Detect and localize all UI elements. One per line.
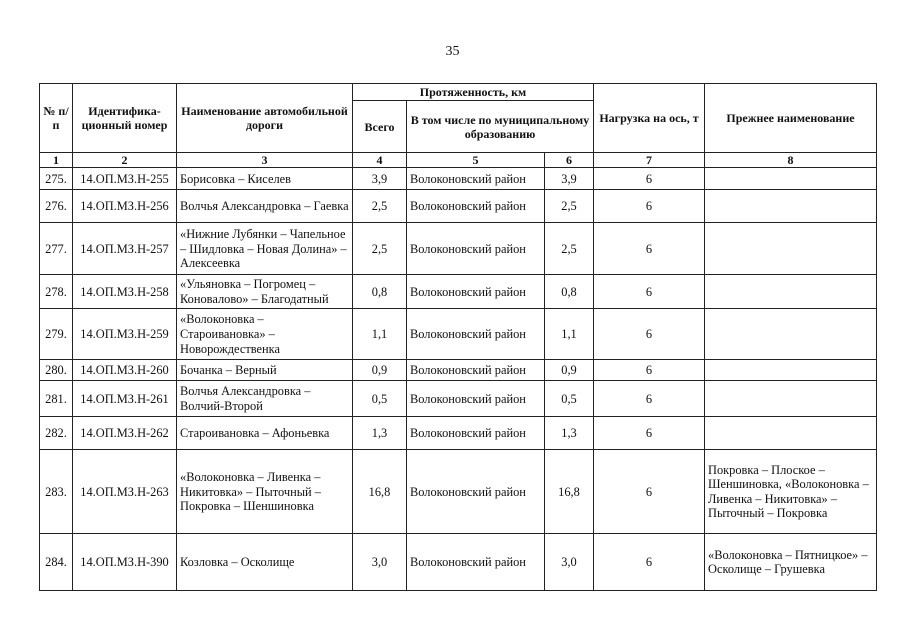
length-total: 16,8 xyxy=(353,450,407,534)
road-id: 14.ОП.МЗ.Н-260 xyxy=(73,360,177,381)
axle-load: 6 xyxy=(594,450,705,534)
length-total: 2,5 xyxy=(353,223,407,275)
district-name: Волоконовский район xyxy=(407,417,545,450)
previous-name: «Волоконовка – Пятницкое» – Осколище – Грушевка xyxy=(705,534,877,591)
district-name: Волоконовский район xyxy=(407,190,545,223)
axle-load: 6 xyxy=(594,309,705,360)
previous-name xyxy=(705,417,877,450)
row-number: 283. xyxy=(40,450,73,534)
district-length: 1,1 xyxy=(545,309,594,360)
table-row xyxy=(40,190,877,223)
district-name: Волоконовский район xyxy=(407,168,545,190)
previous-name xyxy=(705,190,877,223)
table-row xyxy=(40,275,877,309)
column-number-row xyxy=(40,153,877,168)
road-name: Козловка – Осколище xyxy=(177,534,353,591)
row-number: 279. xyxy=(40,309,73,360)
road-id: 14.ОП.МЗ.Н-255 xyxy=(73,168,177,190)
district-length: 3,9 xyxy=(545,168,594,190)
previous-name xyxy=(705,309,877,360)
district-name: Волоконовский район xyxy=(407,360,545,381)
table-row xyxy=(40,223,877,275)
district-name: Волоконовский район xyxy=(407,275,545,309)
district-length: 2,5 xyxy=(545,223,594,275)
header-name: Наименование автомобильной дороги xyxy=(177,84,353,153)
road-id: 14.ОП.МЗ.Н-258 xyxy=(73,275,177,309)
road-id: 14.ОП.МЗ.Н-263 xyxy=(73,450,177,534)
row-number: 280. xyxy=(40,360,73,381)
district-length: 0,5 xyxy=(545,381,594,417)
axle-load: 6 xyxy=(594,417,705,450)
previous-name xyxy=(705,168,877,190)
road-name: «Волоконовка – Староивановка» – Новорождественка xyxy=(177,309,353,360)
district-length: 16,8 xyxy=(545,450,594,534)
table-row xyxy=(40,381,877,417)
header-total: Всего xyxy=(353,101,407,153)
column-number: 3 xyxy=(177,153,353,168)
previous-name xyxy=(705,381,877,417)
axle-load: 6 xyxy=(594,190,705,223)
column-number: 7 xyxy=(594,153,705,168)
row-number: 276. xyxy=(40,190,73,223)
column-number: 1 xyxy=(40,153,73,168)
header-prev: Прежнее наименование xyxy=(705,84,877,153)
column-number: 6 xyxy=(545,153,594,168)
table-body xyxy=(40,168,877,591)
road-name: «Ульяновка – Погромец – Коновалово» – Благодатный xyxy=(177,275,353,309)
road-name: «Нижние Лубянки – Чапельное – Шидловка – Новая Долина» – Алексеевка xyxy=(177,223,353,275)
header-num: № п/п xyxy=(40,84,73,153)
header-length: Протяженность, км xyxy=(353,84,594,101)
previous-name xyxy=(705,275,877,309)
road-id: 14.ОП.МЗ.Н-259 xyxy=(73,309,177,360)
road-id: 14.ОП.МЗ.Н-261 xyxy=(73,381,177,417)
district-length: 1,3 xyxy=(545,417,594,450)
district-name: Волоконовский район xyxy=(407,309,545,360)
road-name: Волчья Александровка – Волчий-Второй xyxy=(177,381,353,417)
axle-load: 6 xyxy=(594,534,705,591)
road-name: «Волоконовка – Ливенка – Никитовка» – Пыточный – Покровка – Шеншиновка xyxy=(177,450,353,534)
length-total: 0,9 xyxy=(353,360,407,381)
table-row xyxy=(40,309,877,360)
district-length: 0,9 xyxy=(545,360,594,381)
district-name: Волоконовский район xyxy=(407,381,545,417)
header-id: Идентифика-ционный номер xyxy=(73,84,177,153)
previous-name xyxy=(705,360,877,381)
header-load: Нагрузка на ось, т xyxy=(594,84,705,153)
length-total: 0,8 xyxy=(353,275,407,309)
table-row xyxy=(40,417,877,450)
district-length: 2,5 xyxy=(545,190,594,223)
row-number: 281. xyxy=(40,381,73,417)
length-total: 2,5 xyxy=(353,190,407,223)
row-number: 284. xyxy=(40,534,73,591)
road-name: Борисовка – Киселев xyxy=(177,168,353,190)
table-row xyxy=(40,360,877,381)
row-number: 275. xyxy=(40,168,73,190)
row-number: 282. xyxy=(40,417,73,450)
road-id: 14.ОП.МЗ.Н-257 xyxy=(73,223,177,275)
district-length: 0,8 xyxy=(545,275,594,309)
axle-load: 6 xyxy=(594,360,705,381)
previous-name xyxy=(705,223,877,275)
district-name: Волоконовский район xyxy=(407,534,545,591)
road-id: 14.ОП.МЗ.Н-390 xyxy=(73,534,177,591)
road-name: Староивановка – Афоньевка xyxy=(177,417,353,450)
length-total: 1,1 xyxy=(353,309,407,360)
length-total: 3,0 xyxy=(353,534,407,591)
roads-table xyxy=(39,83,877,591)
district-length: 3,0 xyxy=(545,534,594,591)
length-total: 3,9 xyxy=(353,168,407,190)
axle-load: 6 xyxy=(594,223,705,275)
previous-name: Покровка – Плоское – Шеншиновка, «Волоконовка – Ливенка – Никитовка» – Пыточный – Покровка xyxy=(705,450,877,534)
table-row xyxy=(40,450,877,534)
length-total: 1,3 xyxy=(353,417,407,450)
axle-load: 6 xyxy=(594,381,705,417)
header-incl: В том числе по муниципальному образованию xyxy=(407,101,594,153)
district-name: Волоконовский район xyxy=(407,450,545,534)
district-name: Волоконовский район xyxy=(407,223,545,275)
axle-load: 6 xyxy=(594,168,705,190)
table-row xyxy=(40,534,877,591)
row-number: 277. xyxy=(40,223,73,275)
road-name: Волчья Александровка – Гаевка xyxy=(177,190,353,223)
column-number: 5 xyxy=(407,153,545,168)
road-id: 14.ОП.МЗ.Н-262 xyxy=(73,417,177,450)
road-id: 14.ОП.МЗ.Н-256 xyxy=(73,190,177,223)
row-number: 278. xyxy=(40,275,73,309)
length-total: 0,5 xyxy=(353,381,407,417)
axle-load: 6 xyxy=(594,275,705,309)
road-name: Бочанка – Верный xyxy=(177,360,353,381)
table-row xyxy=(40,168,877,190)
page-number: 35 xyxy=(445,44,460,59)
column-number: 4 xyxy=(353,153,407,168)
column-number: 8 xyxy=(705,153,877,168)
column-number: 2 xyxy=(73,153,177,168)
